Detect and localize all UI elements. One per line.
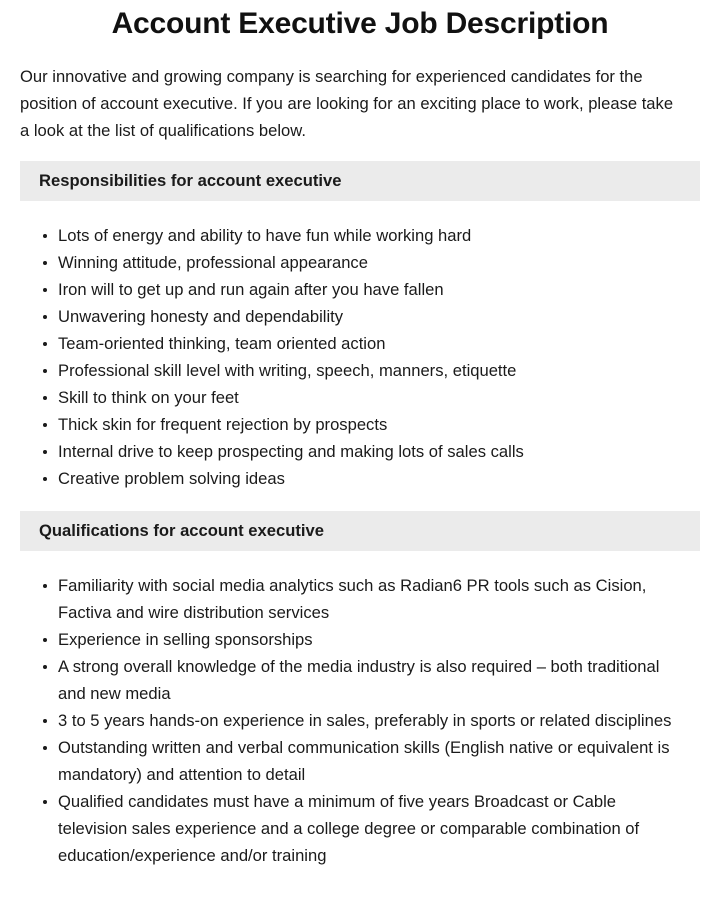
list-item: Unwavering honesty and dependability — [0, 303, 700, 330]
list-item: Winning attitude, professional appearance — [0, 249, 700, 276]
list-item: Familiarity with social media analytics such as Radian6 PR tools such as Cision, Factiva and wire distribution services — [0, 572, 700, 626]
list-item: A strong overall knowledge of the media industry is also required – both traditional and new media — [0, 653, 700, 707]
list-item: Thick skin for frequent rejection by prospects — [0, 411, 700, 438]
spacer — [0, 144, 720, 161]
list-item: 3 to 5 years hands-on experience in sales, preferably in sports or related disciplines — [0, 707, 700, 734]
list-item: Outstanding written and verbal communication skills (English native or equivalent is mandatory) and attention to detail — [0, 734, 700, 788]
section-header-qualifications — [20, 511, 700, 551]
list-item: Lots of energy and ability to have fun while working hard — [0, 222, 700, 249]
spacer — [0, 492, 720, 511]
spacer — [0, 201, 720, 222]
section-header-responsibilities — [20, 161, 700, 201]
page-title: Account Executive Job Description — [111, 7, 609, 40]
list-item: Professional skill level with writing, speech, manners, etiquette — [0, 357, 700, 384]
responsibilities-list — [0, 222, 720, 492]
qualifications-list — [0, 572, 720, 869]
list-item: Team-oriented thinking, team oriented action — [0, 330, 700, 357]
intro-paragraph: Our innovative and growing company is searching for experienced candidates for the position of account executive. If you are looking for an exciting place to work, please take a look at the list of qualifications below. — [20, 67, 674, 140]
list-item: Experience in selling sponsorships — [0, 626, 700, 653]
section-heading-label: Responsibilities for account executive — [39, 171, 342, 190]
list-item: Skill to think on your feet — [0, 384, 700, 411]
list-item: Iron will to get up and run again after you have fallen — [0, 276, 700, 303]
section-heading-label: Qualifications for account executive — [39, 521, 324, 540]
list-item: Internal drive to keep prospecting and making lots of sales calls — [0, 438, 700, 465]
list-item: Creative problem solving ideas — [0, 465, 700, 492]
list-item: Qualified candidates must have a minimum of five years Broadcast or Cable television sales experience and a college degree or comparable combination of education/experience and/or training — [0, 788, 700, 869]
spacer — [0, 551, 720, 572]
